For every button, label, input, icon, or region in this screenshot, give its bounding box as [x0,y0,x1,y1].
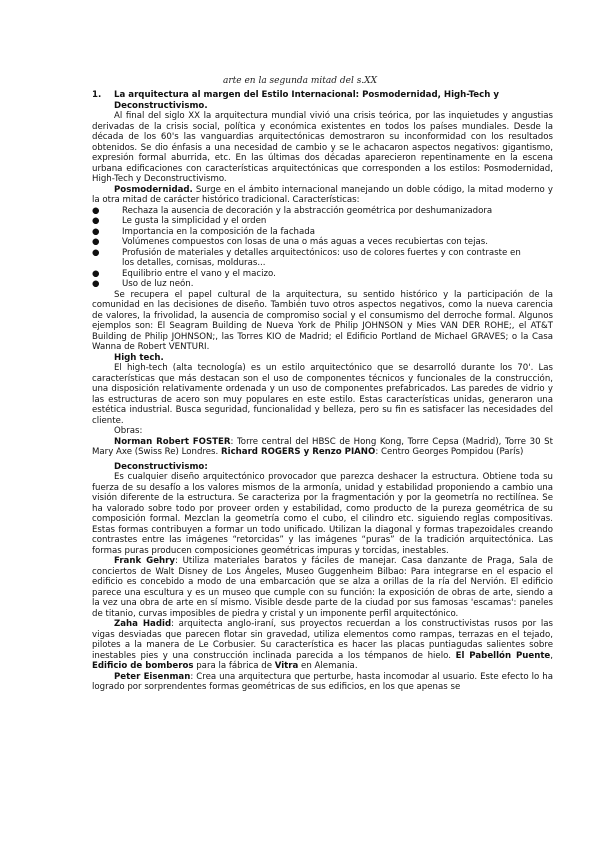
hadid-paragraph: Zaha Hadid: arquitecta anglo-iraní, sus proyectos recuerdan a los constructivistas rusos por las vigas desviadas que parecen flotar sin gravedad, utiliza elementos como rampas, terrazas en el tejado, pilotes a la manera de Le Corbusier. Su característica es hacer las placas puntiagudas salientes sobre inestables pies y una construcción inclinada parecida a los témpanos de hielo. El Pabellón Puente, Edificio de bomberos para la fábrica de Vitra en Alemania. [92,619,553,671]
bullet-icon: ● [92,226,100,237]
list-item: ● Importancia en la composición de la fachada [92,226,315,237]
hightech-heading: High tech. [114,352,164,363]
bullet-icon: ● [92,268,100,279]
section-heading [92,90,553,111]
bullet-icon: ● [92,216,100,226]
list-item: ● Profusión de materiales y detalles arquitectónicos: uso de colores fuertes y con contraste en los detalles, cornisas, molduras... [92,247,521,268]
posmodernidad-label: Posmodernidad. [114,184,193,195]
deconstructivismo-paragraph: Es cualquier diseño arquitectónico provocador que parezca deshacer la estructura. Obtiene toda su fuerza de su desafío a los valores mismos de la armonía, unidad y estabilidad proponiendo a cambio una visión diferente de la estructura. Se caracteriza por la fragmentación y por la geometría no rectilínea. Se ha valorado sobre todo por proveer orden y estabilidad, como producto de la pureza geométrica de su composición formal. Mezclan la geometría como el cubo, el cilindro etc. siguiendo reglas compositivas. Estas formas contribuyen a formar un todo unificado. Utilizan la diagonal y formas trapezoidales creando contrastes entre las imágenes “retorcidas” y las imágenes “puras” de la tradición arquitectónica. Las formas puras producen composiciones geométricas impuras y torcidas, inestables. [92,472,553,556]
intro-paragraph: Al final del siglo XX la arquitectura mundial vivió una crisis teórica, por las inquietudes y angustias derivadas de la crisis social, política y económica existentes en todos los países mundiales. Desde la década de los 60's las vanguardias arquitectónicas demostraron su inconformidad con los resultados obtenidos. Se dio énfasis a una necesidad de cambio y se le achacaron aspectos negativos: gigantismo, expresión formal aburrida, etc. En las últimas dos décadas aparecieron repentinamente en la escena urbana edificaciones con características arquitectónicas que corresponden a los estilos: Posmodernidad, High-Tech y Deconstructivismo. [92,111,553,184]
eisenman-name: Peter Eisenman [114,671,191,682]
posmodernidad-paragraph [92,185,553,206]
bullet-icon: ● [92,205,100,216]
bullet-icon: ● [92,247,100,258]
list-item: ● Le gusta la simplicidad y el orden [92,216,267,226]
gehry-paragraph: Frank Gehry: Utiliza materiales baratos y fáciles de manejar. Casa danzante de Praga, Sala de conciertos de Walt Disney de Los Ángeles, Museo Guggenheim Bilbao: Para integrarse en el espacio el edificio es concebido a modo de una embarcación que se alza a orillas de la ría del Nervión. El edificio parece una escultura y es un museo que cumple con su función: la exposición de obras de arte, siendo a la vez una obra de arte en sí mismo. Visible desde parte de la ciudad por sus famosas 'escamas': paneles de titanio, curvas imposibles de piedra y cristal y un imponente perfil arquitectónico. [92,556,553,619]
bullet-icon: ● [92,237,100,247]
section-title: La arquitectura al margen del Estilo Internacional: Posmodernidad, High-Tech y Deconstructivismo. [114,90,499,111]
list-item: ● Equilibrio entre el vano y el macizo. [92,268,276,279]
hightech-obras: Norman Robert FOSTER: Torre central del HBSC de Hong Kong, Torre Cepsa (Madrid), Torre 30 St Mary Axe (Swiss Re) Londres. Richard ROGERS y Renzo PIANO: Centro Georges Pompidou (París) [92,436,553,457]
running-head: arte en la segunda mitad del s.XX [223,76,377,86]
hadid-name: Zaha Hadid [114,619,172,629]
foster-name: Norman Robert FOSTER [114,436,231,447]
list-item: ● Rechaza la ausencia de decoración y la abstracción geométrica por deshumanizadora [92,205,493,216]
posmodernidad-closing: Se recupera el papel cultural de la arquitectura, su sentido histórico y la participación de la comunidad en las decisiones de diseño. También tuvo otros aspectos negativos, como la nueva carencia de valores, la frivolidad, la ausencia de compromiso social y el consumismo del derroche formal. Algunos ejemplos son: El Seagram Building de Nueva York de Philip JOHNSON y Mies VAN DER ROHE;, el AT&T Building de Philip JOHNSON;, las Torres KIO de Madrid; el Edificio Portland de Michael GRAVES; o la Casa Wanna de Robert VENTURI. [92,289,553,352]
list-item: ● Uso de luz neón. [92,279,194,289]
posmodernidad-list [92,206,553,290]
posmodernidad-text: Surge en el ámbito internacional manejando un doble código, la mitad moderno y la otra mitad de carácter histórico tradicional. Características: [92,184,553,205]
list-item: ● Volúmenes compuestos con losas de una o más aguas a veces recubiertas con tejas. [92,237,488,247]
deconstructivismo-heading: Deconstructivismo: [114,461,208,472]
section-number: 1. [92,90,102,100]
eisenman-paragraph: Peter Eisenman: Crea una arquitectura que perturbe, hasta incomodar al usuario. Este efecto lo ha logrado por sorprendentes formas geométricas de sus edificios, en los que apenas se [92,671,554,692]
hightech-paragraph: El high-tech (alta tecnología) es un estilo arquitectónico que se desarrolló durante los 70'. Las características que más destacan son el uso de componentes técnicos y funcionales de la construcción, una disposición relativamente ordenada y un uso de componentes prefabricados. Las paredes de vidrio y las estructuras de acero son muy populares en este estilo. Estas características unidas, generaron una estética industrial. Busca seguridad, funcionalidad y belleza, pero su fin es satisfacer las necesidades del cliente. [92,363,553,426]
rogers-name: Richard ROGERS y Renzo PIANO [221,447,376,457]
obras-label: Obras: [114,426,143,436]
bullet-icon: ● [92,279,100,289]
gehry-name: Frank Gehry [114,556,175,566]
